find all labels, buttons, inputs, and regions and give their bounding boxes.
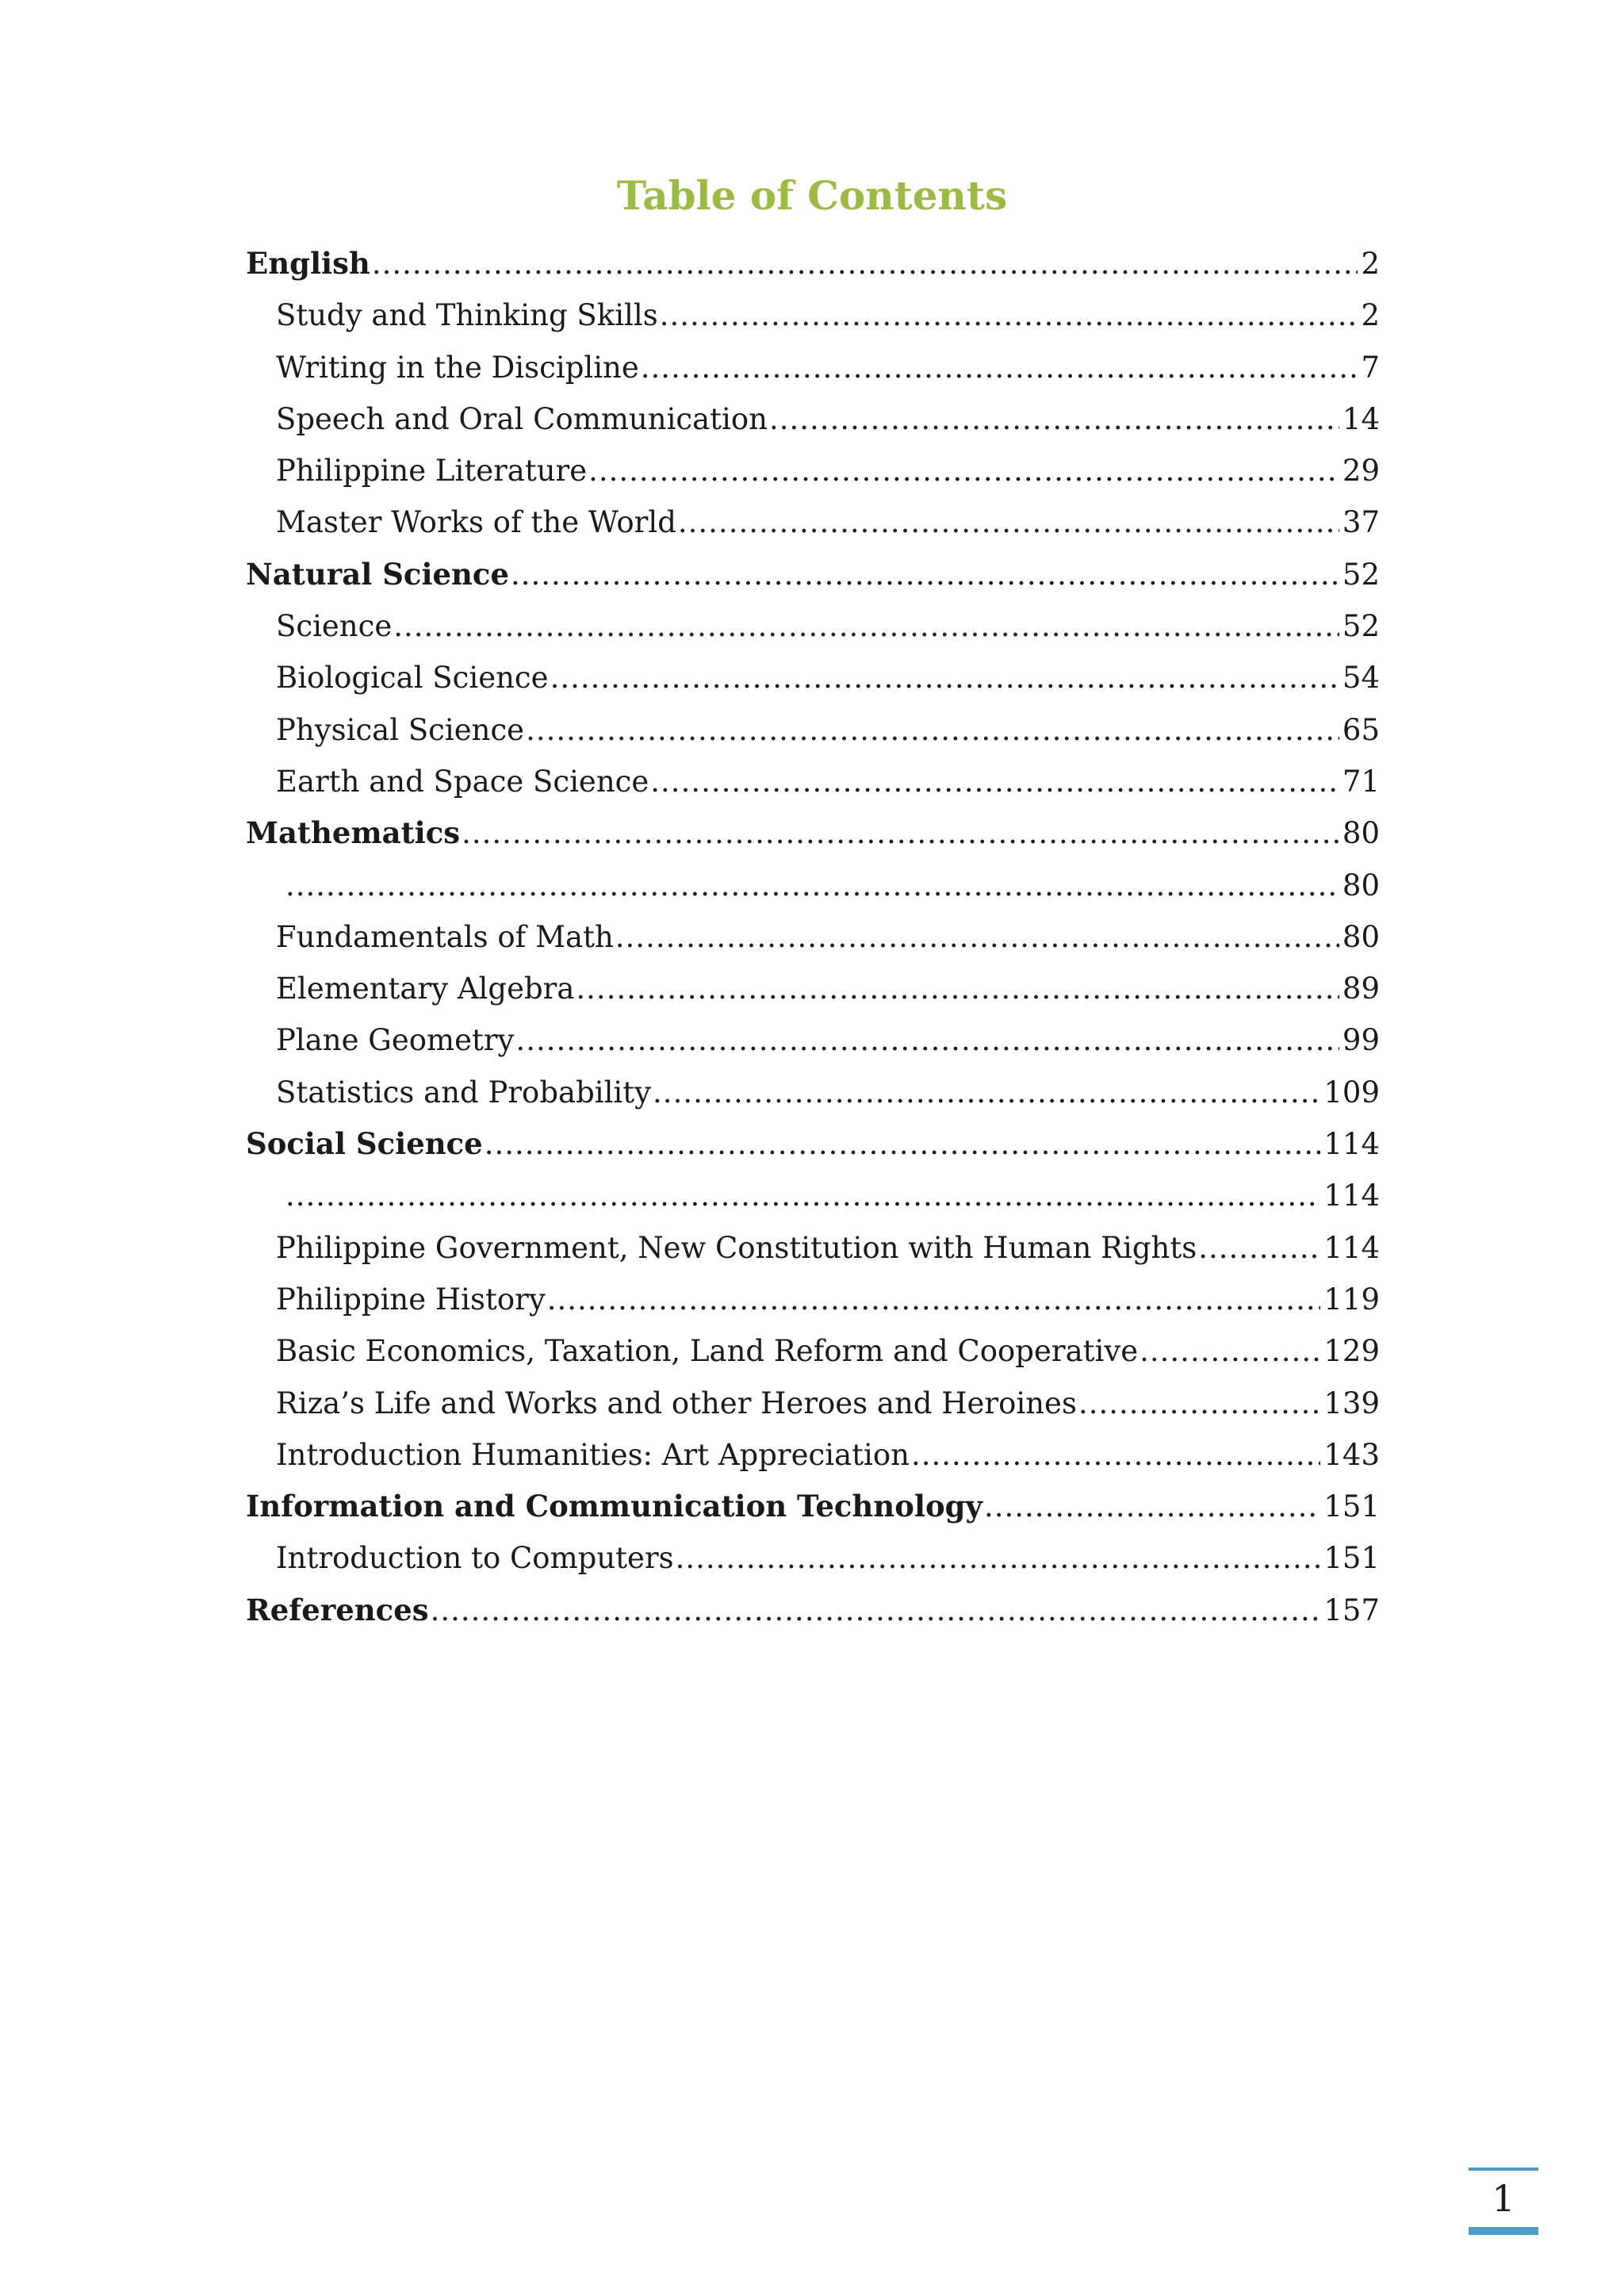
toc-subsection-entry[interactable] [246,1378,1380,1429]
toc-dot-leader [462,807,1339,859]
toc-entry-label: Basic Economics, Taxation, Land Reform and Cooperative [276,1334,1139,1369]
toc-entry-page-number: 114 [1323,1127,1380,1162]
toc-entry-page-number: 52 [1342,557,1380,592]
toc-dot-leader [588,445,1339,496]
toc-entry-label: Philippine Literature [276,454,588,489]
toc-entry-label: Philippine History [276,1282,546,1317]
toc-subsection-entry[interactable] [246,652,1380,703]
toc-entry-label: Study and Thinking Skills [276,298,658,333]
toc-entry-page-number: 99 [1342,1023,1380,1058]
toc-entry-page-number: 114 [1323,1179,1380,1213]
toc-subsection-entry[interactable] [246,911,1380,963]
toc-entry-page-number: 37 [1342,505,1380,540]
toc-entry-label: Information and Communication Technology [246,1489,982,1524]
toc-section-entry[interactable] [246,1481,1380,1532]
toc-subsection-entry[interactable] [246,963,1380,1014]
toc-dot-leader [526,704,1339,756]
toc-dot-leader [550,652,1339,703]
toc-entry-label: References [246,1592,429,1627]
toc-subsection-entry[interactable] [246,496,1380,548]
toc-subsection-entry[interactable] [246,756,1380,807]
toc-subsection-entry[interactable] [246,704,1380,756]
toc-section-entry[interactable] [246,1585,1380,1636]
toc-section-entry[interactable] [246,238,1380,289]
toc-entry-label: Fundamentals of Math [276,919,614,954]
toc-subsection-entry[interactable] [246,1170,1380,1221]
toc-entry-label: Social Science [246,1126,483,1162]
toc-dot-leader [1078,1378,1320,1429]
toc-subsection-entry[interactable] [246,289,1380,341]
toc-subsection-entry[interactable] [246,445,1380,496]
toc-dot-leader [285,860,1339,911]
toc-entry-label: Plane Geometry [276,1023,515,1058]
toc-dot-leader [660,289,1358,341]
toc-entry-page-number: 52 [1342,609,1380,644]
toc-section-entry[interactable] [246,549,1380,600]
toc-subsection-entry[interactable] [246,1429,1380,1481]
toc-list [246,238,1380,1636]
toc-dot-leader [1198,1222,1320,1274]
toc-subsection-entry[interactable] [246,1532,1380,1584]
toc-dot-leader [285,1170,1320,1221]
toc-dot-leader [911,1429,1320,1481]
toc-subsection-entry[interactable] [246,1222,1380,1274]
toc-entry-page-number: 80 [1342,868,1380,903]
toc-entry-page-number: 54 [1342,661,1380,696]
toc-section-entry[interactable] [246,807,1380,859]
toc-dot-leader [511,549,1339,600]
toc-dot-leader [576,963,1339,1014]
toc-entry-label: English [246,246,370,281]
toc-dot-leader [678,496,1339,548]
toc-entry-page-number: 65 [1342,712,1380,747]
toc-subsection-entry[interactable] [246,1274,1380,1325]
toc-subsection-entry[interactable] [246,1014,1380,1066]
toc-entry-label: Philippine Government, New Constitution with Human Rights [276,1230,1197,1265]
toc-entry-label: Biological Science [276,661,549,696]
toc-entry-page-number: 119 [1323,1282,1380,1317]
toc-entry-label: Mathematics [246,815,461,851]
toc-dot-leader [653,1067,1320,1118]
toc-entry-label: Statistics and Probability [276,1075,652,1110]
toc-dot-leader [641,342,1358,393]
toc-entry-label: Elementary Algebra [276,972,575,1006]
toc-dot-leader [650,756,1339,807]
toc-entry-label: Physical Science [276,712,525,747]
toc-entry-page-number: 151 [1323,1541,1380,1576]
toc-dot-leader [431,1585,1321,1636]
toc-entry-page-number: 89 [1342,972,1380,1006]
toc-entry-page-number: 80 [1342,919,1380,954]
toc-subsection-entry[interactable] [246,600,1380,652]
toc-entry-page-number: 7 [1361,350,1380,385]
toc-subsection-entry[interactable] [246,1067,1380,1118]
toc-entry-page-number: 157 [1323,1593,1380,1627]
page-number: 1 [1469,2168,1538,2235]
toc-dot-leader [615,911,1339,963]
toc-entry-label: Introduction Humanities: Art Appreciation [276,1437,910,1472]
toc-title: Table of Contents [616,172,1008,219]
toc-dot-leader [372,238,1358,289]
toc-entry-page-number: 143 [1323,1437,1380,1472]
toc-entry-page-number: 114 [1323,1230,1380,1265]
toc-dot-leader [485,1118,1321,1170]
toc-dot-leader [393,600,1339,652]
toc-entry-page-number: 139 [1323,1386,1380,1420]
toc-entry-page-number: 109 [1323,1075,1380,1110]
toc-entry-label: Natural Science [246,556,510,592]
toc-section-entry[interactable] [246,1118,1380,1170]
toc-entry-page-number: 2 [1361,247,1380,281]
toc-entry-page-number: 80 [1342,816,1380,851]
toc-dot-leader [769,393,1339,445]
toc-dot-leader [515,1014,1339,1066]
toc-entry-label: Writing in the Discipline [276,350,639,385]
toc-subsection-entry[interactable] [246,860,1380,911]
toc-entry-label: Master Works of the World [276,505,676,540]
toc-entry-label: Science [276,609,393,644]
toc-entry-page-number: 2 [1361,298,1380,333]
toc-entry-page-number: 71 [1342,764,1380,799]
toc-entry-label: Speech and Oral Communication [276,401,768,436]
toc-dot-leader [984,1481,1320,1532]
toc-subsection-entry[interactable] [246,1325,1380,1377]
toc-entry-page-number: 129 [1323,1334,1380,1369]
toc-entry-page-number: 14 [1342,401,1380,436]
toc-dot-leader [1139,1325,1320,1377]
toc-subsection-entry[interactable] [246,342,1380,393]
toc-entry-label: Riza’s Life and Works and other Heroes and Heroines [276,1386,1077,1420]
toc-entry-page-number: 151 [1323,1489,1380,1524]
toc-entry-label: Introduction to Computers [276,1541,674,1576]
toc-dot-leader [676,1532,1321,1584]
toc-entry-label: Earth and Space Science [276,764,649,799]
toc-entry-page-number: 29 [1342,454,1380,489]
toc-subsection-entry[interactable] [246,393,1380,445]
toc-dot-leader [547,1274,1321,1325]
